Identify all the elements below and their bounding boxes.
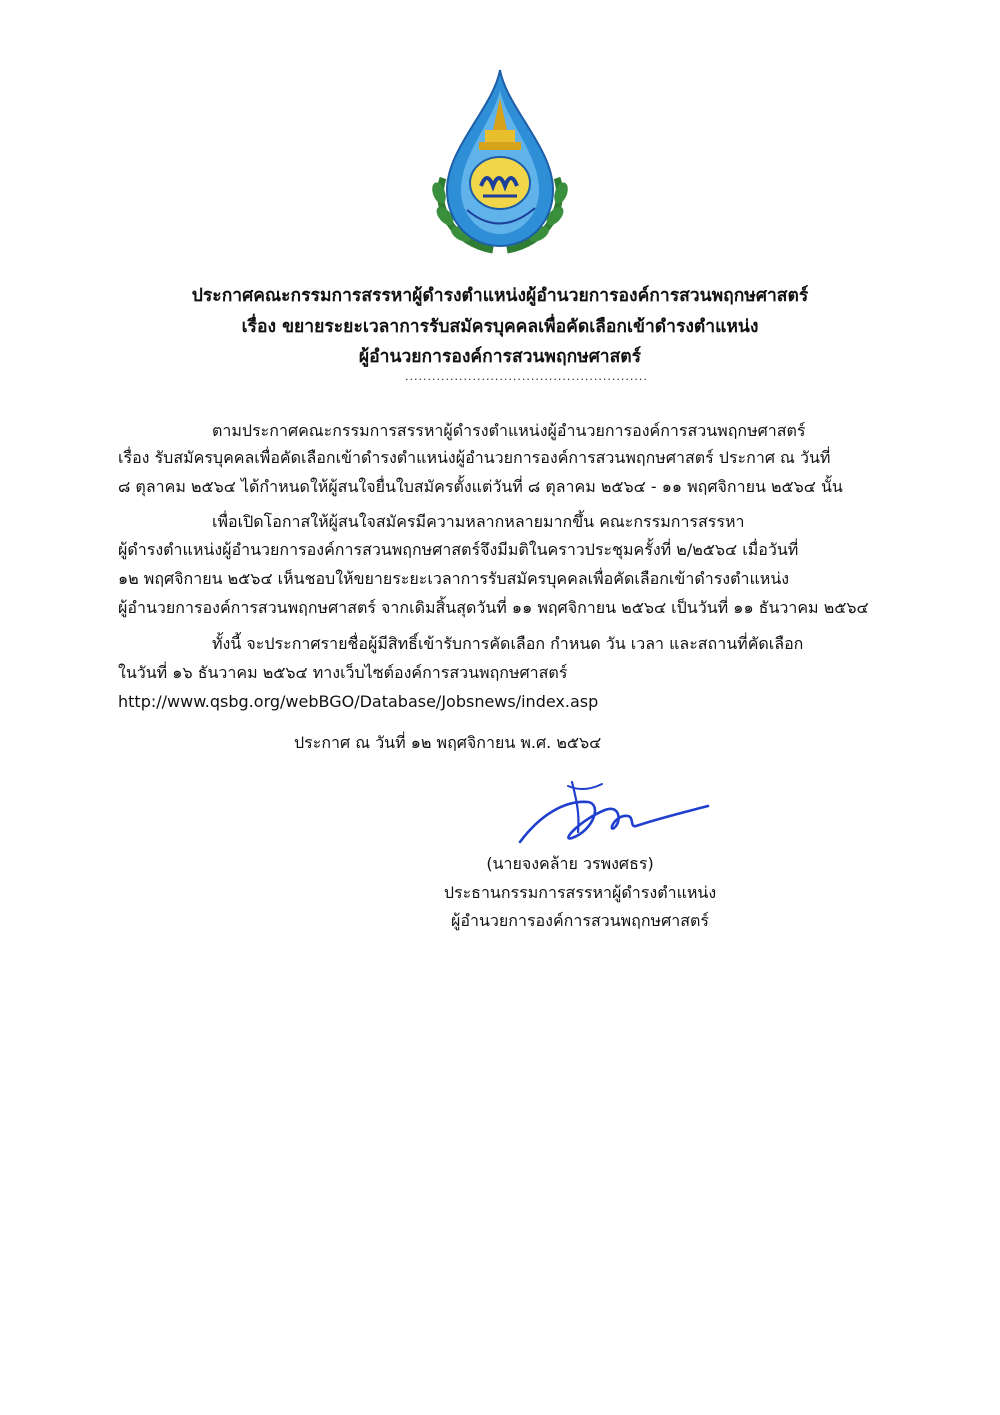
handwritten-signature (510, 780, 715, 855)
announcement-subject-cont: ผู้อำนวยการองค์การสวนพฤกษศาสตร์ (358, 347, 642, 367)
paragraph-1-line-3: ๘ ตุลาคม ๒๕๖๔ ได้กำหนดให้ผู้สนใจยื่นใบสมัครตั้งแต่วันที่ ๘ ตุลาคม ๒๕๖๔ - ๑๑ พฤศจิกายน ๒๕๖๔ นั้น (118, 477, 843, 496)
paragraph-2-line-3: ๑๒ พฤศจิกายน ๒๕๖๔ เห็นชอบให้ขยายระยะเวลาการรับสมัครบุคคลเพื่อคัดเลือกเข้าดำรงตำแหน่ง (118, 569, 790, 588)
announcement-date: ประกาศ ณ วันที่ ๑๒ พฤศจิกายน พ.ศ. ๒๕๖๔ (294, 733, 602, 752)
paragraph-3-line-2: ในวันที่ ๑๖ ธันวาคม ๒๕๖๔ ทางเว็บไซต์องค์การสวนพฤกษศาสตร์ (118, 663, 568, 682)
jobs-news-link[interactable]: http://www.qsbg.org/webBGO/Database/Jobsnews/index.asp (118, 692, 599, 711)
signatory-name: (นายจงคล้าย วรพงศธร) (486, 854, 654, 873)
logo-drop-icon (423, 68, 577, 258)
signatory-title-line-2: ผู้อำนวยการองค์การสวนพฤกษศาสตร์ (451, 911, 709, 930)
signatory-title-line-1: ประธานกรรมการสรรหาผู้ดำรงตำแหน่ง (443, 883, 717, 902)
paragraph-2-line-4: ผู้อำนวยการองค์การสวนพฤกษศาสตร์ จากเดิมสิ้นสุดวันที่ ๑๑ พฤศจิกายน ๒๕๖๔ เป็นวันที่ ๑๑ ธันวาคม ๒๕๖๔ (118, 598, 869, 617)
paragraph-1-line-1: ตามประกาศคณะกรรมการสรรหาผู้ดำรงตำแหน่งผู้อำนวยการองค์การสวนพฤกษศาสตร์ (212, 421, 806, 440)
paragraph-3-line-1: ทั้งนี้ จะประกาศรายชื่อผู้มีสิทธิ์เข้ารับการคัดเลือก กำหนด วัน เวลา และสถานที่คัดเลือก (212, 634, 804, 653)
organization-logo (423, 68, 577, 258)
announcement-title: ประกาศคณะกรรมการสรรหาผู้ดำรงตำแหน่งผู้อำนวยการองค์การสวนพฤกษศาสตร์ (191, 286, 809, 306)
paragraph-2-line-1: เพื่อเปิดโอกาสให้ผู้สนใจสมัครมีความหลากหลายมากขึ้น คณะกรรมการสรรหา (212, 512, 745, 531)
announcement-subject: เรื่อง ขยายระยะเวลาการรับสมัครบุคคลเพื่อคัดเลือกเข้าดำรงตำแหน่ง (241, 317, 759, 337)
paragraph-1-line-2: เรื่อง รับสมัครบุคคลเพื่อคัดเลือกเข้าดำรงตำแหน่งผู้อำนวยการองค์การสวนพฤกษศาสตร์ ประกาศ ณ วันที่ (118, 448, 831, 467)
dotted-separator: ...................................................... (405, 370, 648, 383)
paragraph-2-line-2: ผู้ดำรงตำแหน่งผู้อำนวยการองค์การสวนพฤกษศาสตร์จึงมีมติในคราวประชุมครั้งที่ ๒/๒๕๖๔ เมื่อวันที่ (118, 540, 799, 559)
